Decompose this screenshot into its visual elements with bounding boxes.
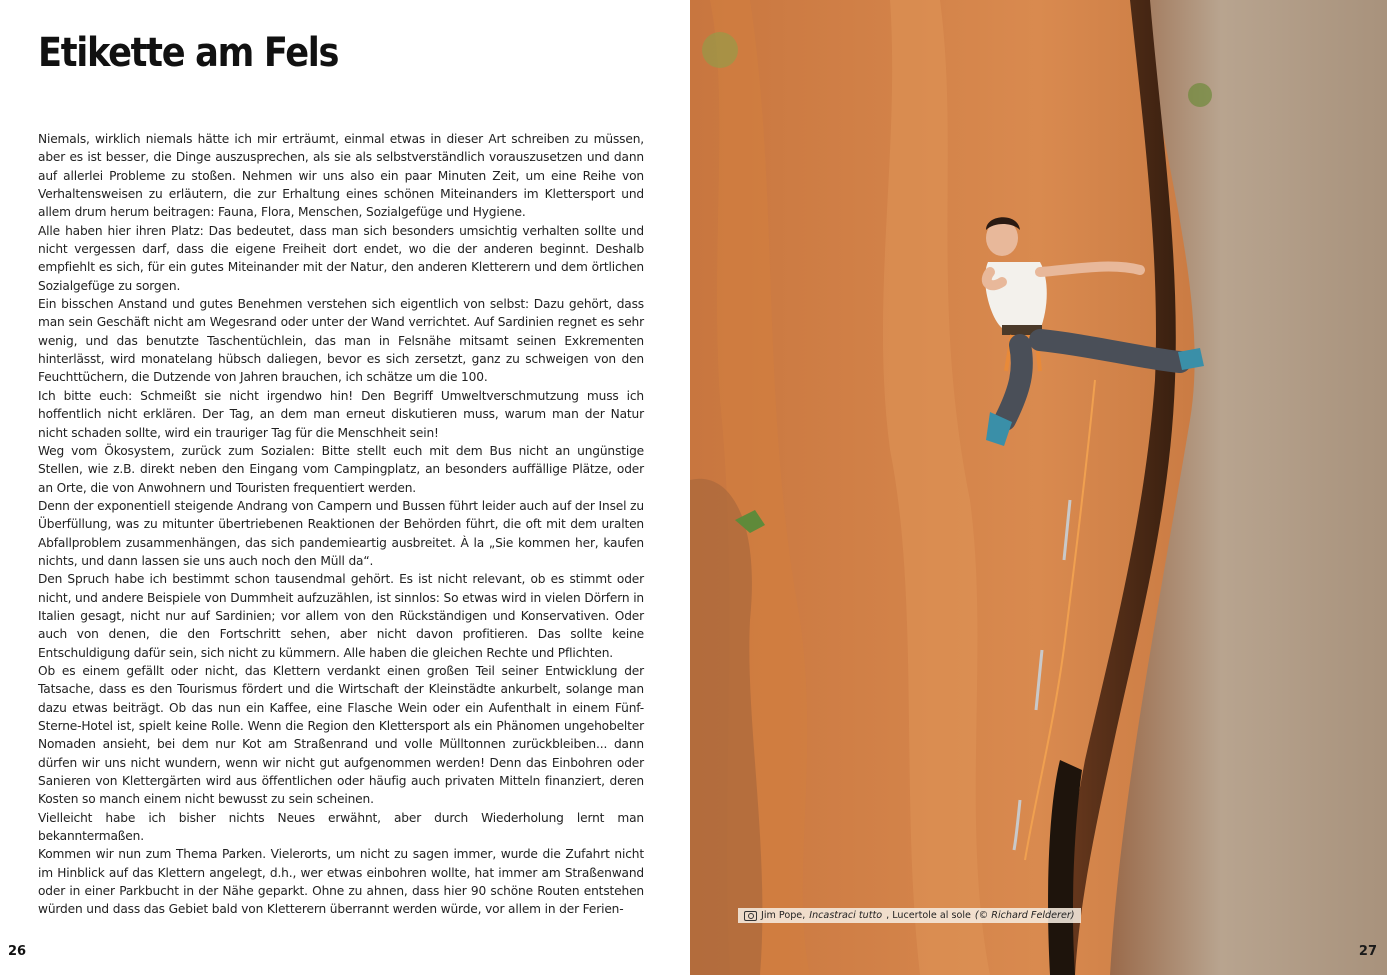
paragraph: Den Spruch habe ich bestimmt schon tausendmal gehört. Es ist nicht relevant, ob es stimmt oder nicht, und andere Beispiele von Dummheit aufzuzählen, ist sinnlos: So etwas wird in vielen Dörfern in Italien gesagt, nicht nur auf Sardinien; vor allem von den Rückständigen und Konservativen. Oder auch von denen, die den Fortschritt sehen, aber nicht davon profitieren. Das sollte keine Entschuldigung dafür sein, sich nicht zu kümmern. Alle haben die gleichen Rechte und Pflichten. (38, 572, 644, 660)
paragraph: Alle haben hier ihren Platz: Das bedeutet, dass man sich besonders umsichtig verhalten sollte und nicht vergessen darf, dass die eigene Freiheit dort endet, wo die der anderen beginnt. Deshalb empfiehlt es sich, für ein gutes Miteinander mit der Natur, den anderen Kletterern und dem örtlichen Sozialgefüge zu sorgen. (38, 223, 644, 293)
paragraph: Niemals, wirklich niemals hätte ich mir erträumt, einmal etwas in dieser Art schreiben zu müssen, aber es ist besser, die Dinge auszusprechen, als sie als selbstverständlich vorauszusetzen und dann auf allerlei Probleme zu stoßen. Nehmen wir uns also ein paar Minuten Zeit, um eine Reihe von Verhaltensweisen zu erläutern, die zur Erhaltung eines schönen Miteinanders im Klettersport und allem drum herum beitragen: Fauna, Flora, Menschen, Sozialgefüge und Hygiene. (38, 132, 644, 220)
paragraph: Ob es einem gefällt oder nicht, das Klettern verdankt einen großen Teil seiner Entwicklung der Tatsache, dass es den Tourismus fördert und die Wirtschaft der Kleinstädte ankurbelt, solange man dazu etwas beiträgt. Ob das nun ein Kaffee, eine Flasche Wein oder ein Aufenthalt in einem Fünf-Sterne-Hotel ist, spielt keine Rolle. Wenn die Region den Klettersport als ein Phänomen ungehobelter Nomaden ansieht, bei dem nur Kot am Straßenrand und volle Mülltonnen zurückbleiben... dann dürfen wir uns nicht wundern, wenn wir nicht gut aufgenommen werden! Denn das Einbohren oder Sanieren von Klettergärten wird aus öffentlichen oder häufig auch privaten Mitteln finanziert, deren Kosten so manch einem nicht bewusst zu sein scheinen. (38, 663, 644, 807)
paragraph: Weg vom Ökosystem, zurück zum Sozialen: Bitte stellt euch mit dem Bus nicht an ungünstige Stellen, wie z.B. direkt neben den Eingang vom Campingplatz, an besonders auffällige Plätze, oder an Orte, die von Anwohnern und Touristen frequentiert werden. (38, 443, 644, 495)
page-title: Etikette am Fels (38, 30, 339, 76)
caption-climber: Jim Pope, (761, 910, 806, 921)
climber-photo (690, 0, 1387, 975)
left-page (0, 0, 690, 975)
caption-crag: , Lucertole al sole (886, 910, 971, 921)
photo-caption (738, 908, 1081, 923)
body-text (38, 130, 644, 919)
paragraph: Ein bisschen Anstand und gutes Benehmen verstehen sich eigentlich von selbst: Dazu gehört, dass man sein Geschäft nicht am Wegesrand oder unter der Wand verrichtet. Auf Sardinien regnet es sehr wenig, und das benutzte Taschentüchlein, das man in Felsnähe mitsamt seinen Exkrementen hinterlässt, wird monatelang hübsch daliegen, bevor es sich zersetzt, ganz zu schweigen von den Feuchttüchern, die Dutzende von Jahren brauchen, ich schätze um die 100. (38, 297, 644, 385)
paragraph: Denn der exponentiell steigende Andrang von Campern und Bussen führt leider auch auf der Insel zu Überfüllung, was zu mitunter übertriebenen Reaktionen der Behörden führt, die oft mit dem uralten Abfallproblem zusammenhängen, das sich pandemieartig ausbreitet. À la „Sie kommen her, kaufen nichts, und dann lassen sie uns auch noch den Müll da“. (38, 498, 644, 568)
page-number-right: 27 (1358, 944, 1377, 959)
paragraph: Ich bitte euch: Schmeißt sie nicht irgendwo hin! Den Begriff Umweltverschmutzung muss ich hoffentlich nicht erklären. Der Tag, an dem man erneut diskutieren muss, warum man der Natur nicht schaden sollte, wird ein trauriger Tag für die Menschheit sein! (38, 388, 644, 440)
paragraph: Vielleicht habe ich bisher nichts Neues erwähnt, aber durch Wiederholung lernt man bekanntermaßen. (38, 810, 644, 844)
caption-route: Incastraci tutto (809, 910, 883, 921)
camera-icon (744, 911, 757, 921)
paragraph: Kommen wir nun zum Thema Parken. Vielerorts, um nicht zu sagen immer, wurde die Zufahrt nicht im Hinblick auf das Klettern angelegt, d.h., wer etwas einbohren wollte, hat immer am Straßenwand oder in einer Parkbucht in der Nähe geparkt. Ohne zu ahnen, dass hier 90 schöne Routen entstehen würden und dass das Gebiet bald von Kletterern überrannt werden würde, vor allem in der Ferien- (38, 847, 644, 917)
caption-credit: (© Richard Felderer) (974, 910, 1075, 921)
right-page (690, 0, 1387, 975)
page-number-left: 26 (8, 944, 27, 959)
